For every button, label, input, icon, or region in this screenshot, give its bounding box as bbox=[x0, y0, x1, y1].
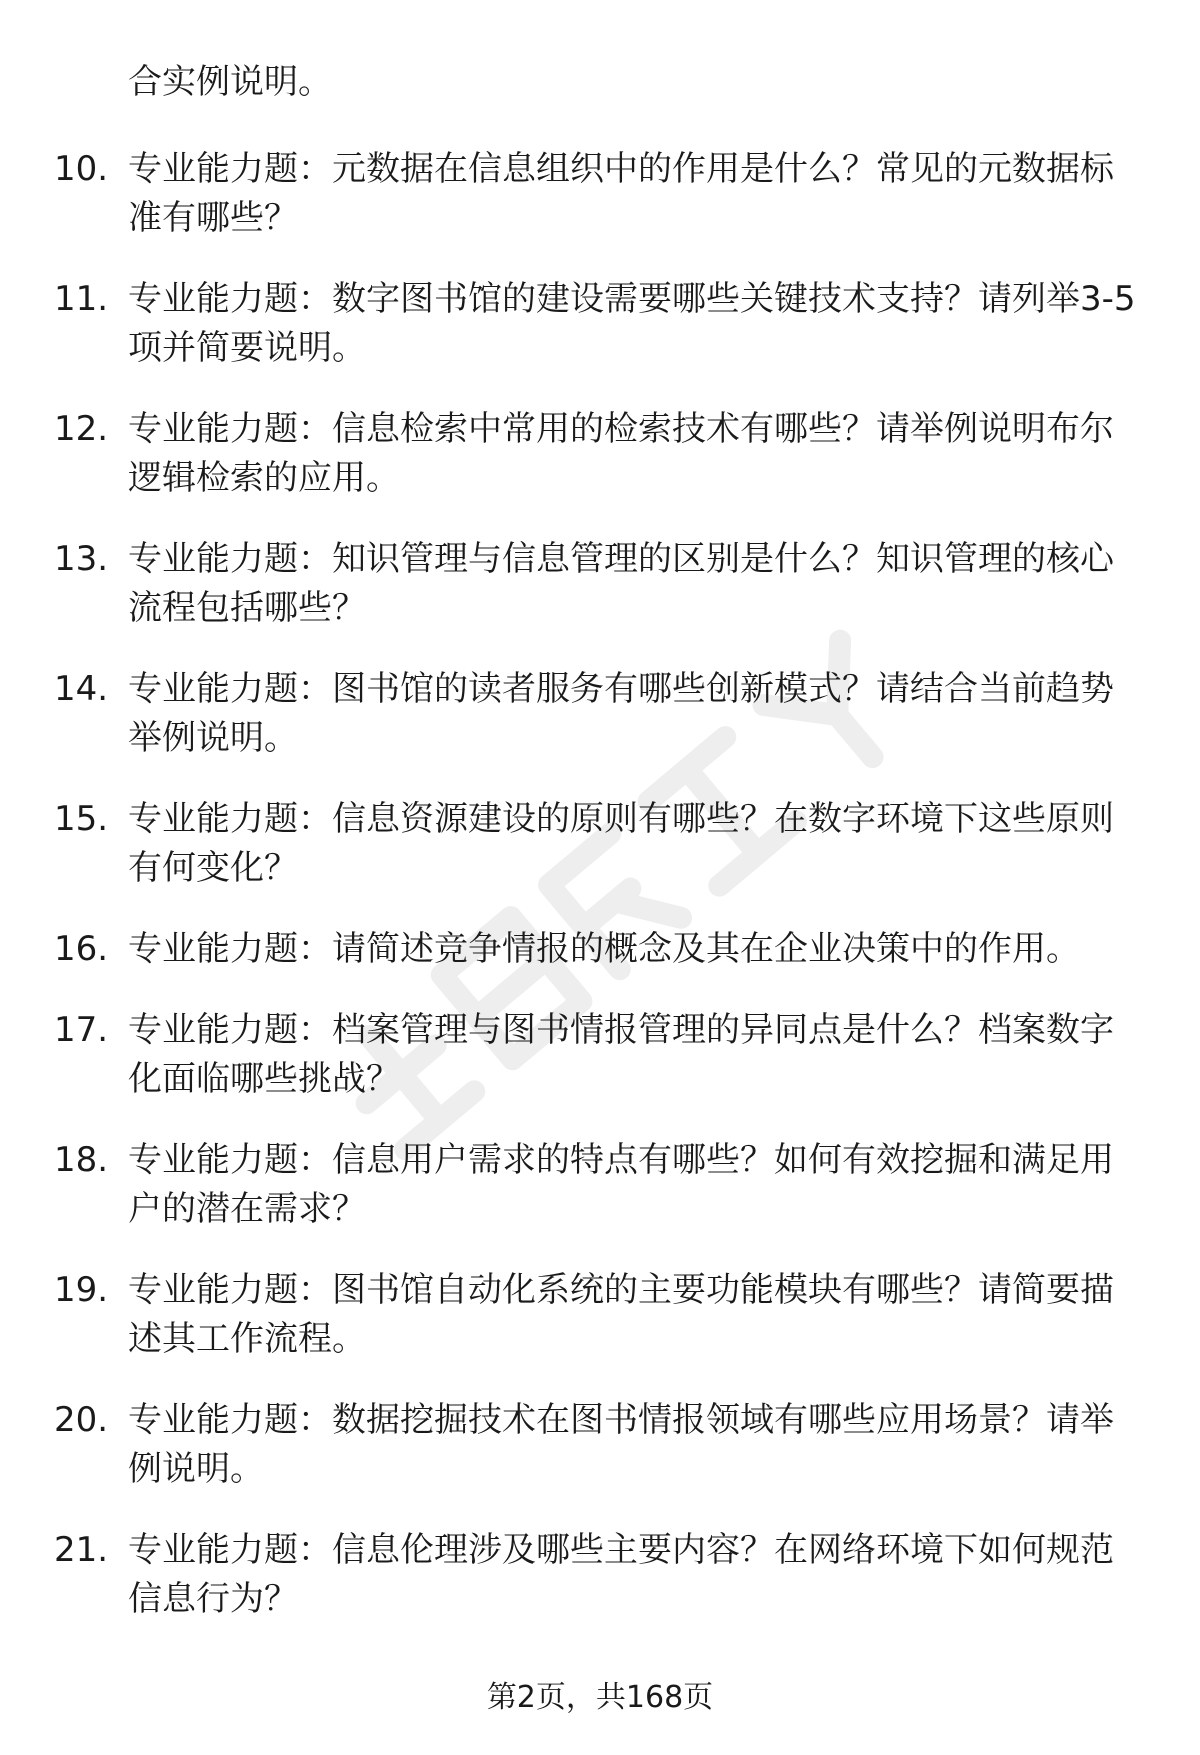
list-item bbox=[0, 275, 1138, 373]
item-text: 专业能力题：信息资源建设的原则有哪些？在数字环境下这些原则有何变化？ bbox=[128, 799, 1114, 888]
question-list bbox=[0, 145, 1200, 1656]
item-text: 专业能力题：请简述竞争情报的概念及其在企业决策中的作用。 bbox=[128, 929, 1080, 969]
item-number: 17. bbox=[54, 1010, 109, 1050]
item-text: 专业能力题：信息检索中常用的检索技术有哪些？请举例说明布尔逻辑检索的应用。 bbox=[128, 409, 1114, 498]
list-item bbox=[0, 1266, 1138, 1364]
list-item bbox=[0, 1396, 1138, 1494]
item-text: 专业能力题：图书馆自动化系统的主要功能模块有哪些？请简要描述其工作流程。 bbox=[128, 1270, 1114, 1359]
item-text: 专业能力题：档案管理与图书情报管理的异同点是什么？档案数字化面临哪些挑战？ bbox=[128, 1010, 1114, 1099]
item-number: 11. bbox=[54, 279, 109, 319]
list-item bbox=[0, 145, 1138, 243]
item-text: 专业能力题：知识管理与信息管理的区别是什么？知识管理的核心流程包括哪些？ bbox=[128, 539, 1114, 628]
list-item bbox=[0, 1006, 1138, 1104]
item-text: 专业能力题：信息用户需求的特点有哪些？如何有效挖掘和满足用户的潜在需求？ bbox=[128, 1140, 1114, 1229]
item-text: 专业能力题：元数据在信息组织中的作用是什么？常见的元数据标准有哪些？ bbox=[128, 149, 1114, 238]
item-text: 专业能力题：信息伦理涉及哪些主要内容？在网络环境下如何规范信息行为？ bbox=[128, 1530, 1114, 1619]
item-number: 21. bbox=[54, 1530, 109, 1570]
item-number: 10. bbox=[54, 149, 109, 189]
list-item bbox=[0, 535, 1138, 633]
item-number: 12. bbox=[54, 409, 109, 449]
item-text: 专业能力题：图书馆的读者服务有哪些创新模式？请结合当前趋势举例说明。 bbox=[128, 669, 1114, 758]
item-text: 专业能力题：数字图书馆的建设需要哪些关键技术支持？请列举3-5项并简要说明。 bbox=[128, 279, 1136, 368]
item-number: 18. bbox=[54, 1140, 109, 1180]
continuation-text: 合实例说明。 bbox=[128, 62, 332, 102]
item-number: 13. bbox=[54, 539, 109, 579]
list-item bbox=[0, 405, 1138, 503]
item-number: 15. bbox=[54, 799, 109, 839]
item-number: 16. bbox=[54, 929, 109, 969]
list-item bbox=[0, 1526, 1138, 1624]
list-item bbox=[0, 925, 1138, 974]
list-item bbox=[0, 665, 1138, 763]
item-number: 20. bbox=[54, 1400, 109, 1440]
item-number: 14. bbox=[54, 669, 109, 709]
item-text: 专业能力题：数据挖掘技术在图书情报领域有哪些应用场景？请举例说明。 bbox=[128, 1400, 1114, 1489]
list-item bbox=[0, 1136, 1138, 1234]
list-item bbox=[0, 795, 1138, 893]
item-number: 19. bbox=[54, 1270, 109, 1310]
page-footer: 第2页，共168页 bbox=[486, 1680, 714, 1715]
